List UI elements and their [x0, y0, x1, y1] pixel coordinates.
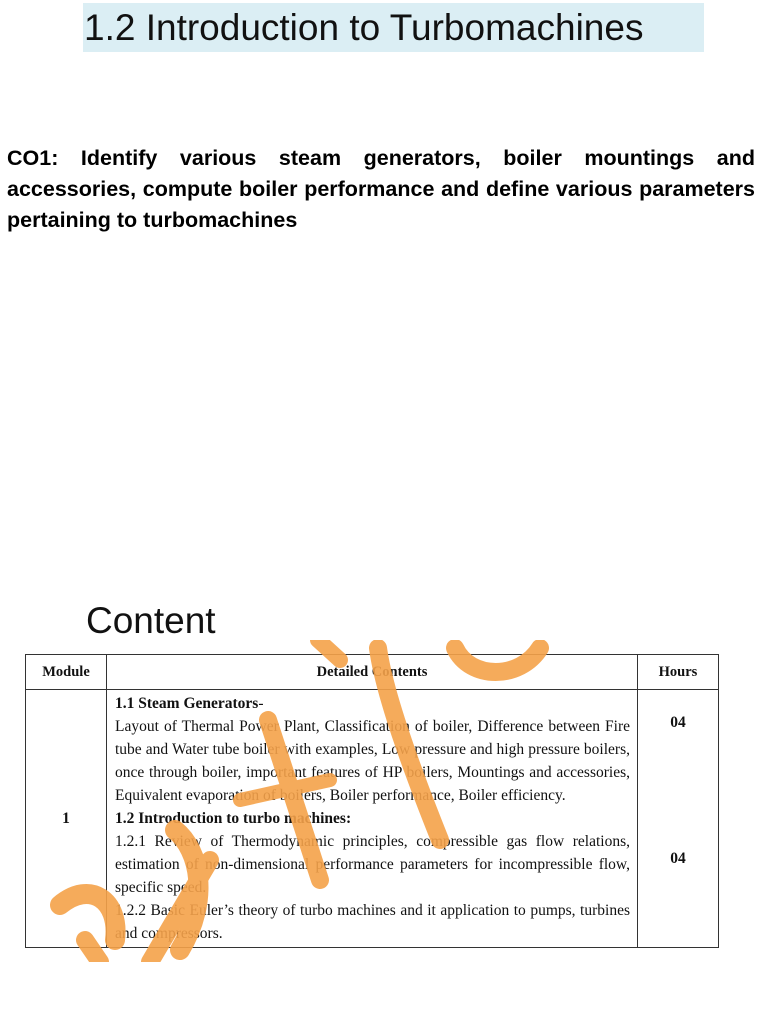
header-details: Detailed Contents	[107, 655, 638, 690]
section-2-title: 1.2 Introduction to turbo machines:	[115, 810, 352, 827]
content-heading: Content	[86, 600, 216, 641]
slide-title: 1.2 Introduction to Turbomachines	[84, 7, 644, 48]
section-1-title: 1.1 Steam Generators	[115, 695, 259, 712]
header-hours: Hours	[638, 655, 719, 690]
section-2-item-1: 1.2.1 Review of Thermodynamic principles, compressible gas flow relations, estimation of non-dimensional performance parameters for incompressible flow, specific speed.	[115, 833, 630, 896]
header-module: Module	[26, 655, 107, 690]
hours-section-2: 04	[670, 850, 686, 867]
watermark-logo	[0, 640, 768, 962]
watermark-layer	[0, 640, 768, 962]
module-number: 1	[26, 690, 107, 948]
course-objective: CO1: Identify various steam generators, boiler mountings and accessories, compute boiler performance and define various parameters pertaining to turbomachines	[7, 146, 755, 232]
hours-section-1: 04	[670, 714, 686, 731]
section-1-body: Layout of Thermal Power Plant, Classification of boiler, Difference between Fire tube and Water tube boiler with examples, Low pressure and high pressure boilers, once through boiler, important features of HP boilers, Mountings and accessories, Equivalent evaporation of boilers, Boiler performance, Boiler efficiency.	[115, 718, 630, 804]
section-2-item-2: 1.2.2 Basic Euler’s theory of turbo machines and it application to pumps, turbines and compressors.	[115, 902, 630, 942]
section-1-title-suffix: -	[258, 695, 264, 712]
